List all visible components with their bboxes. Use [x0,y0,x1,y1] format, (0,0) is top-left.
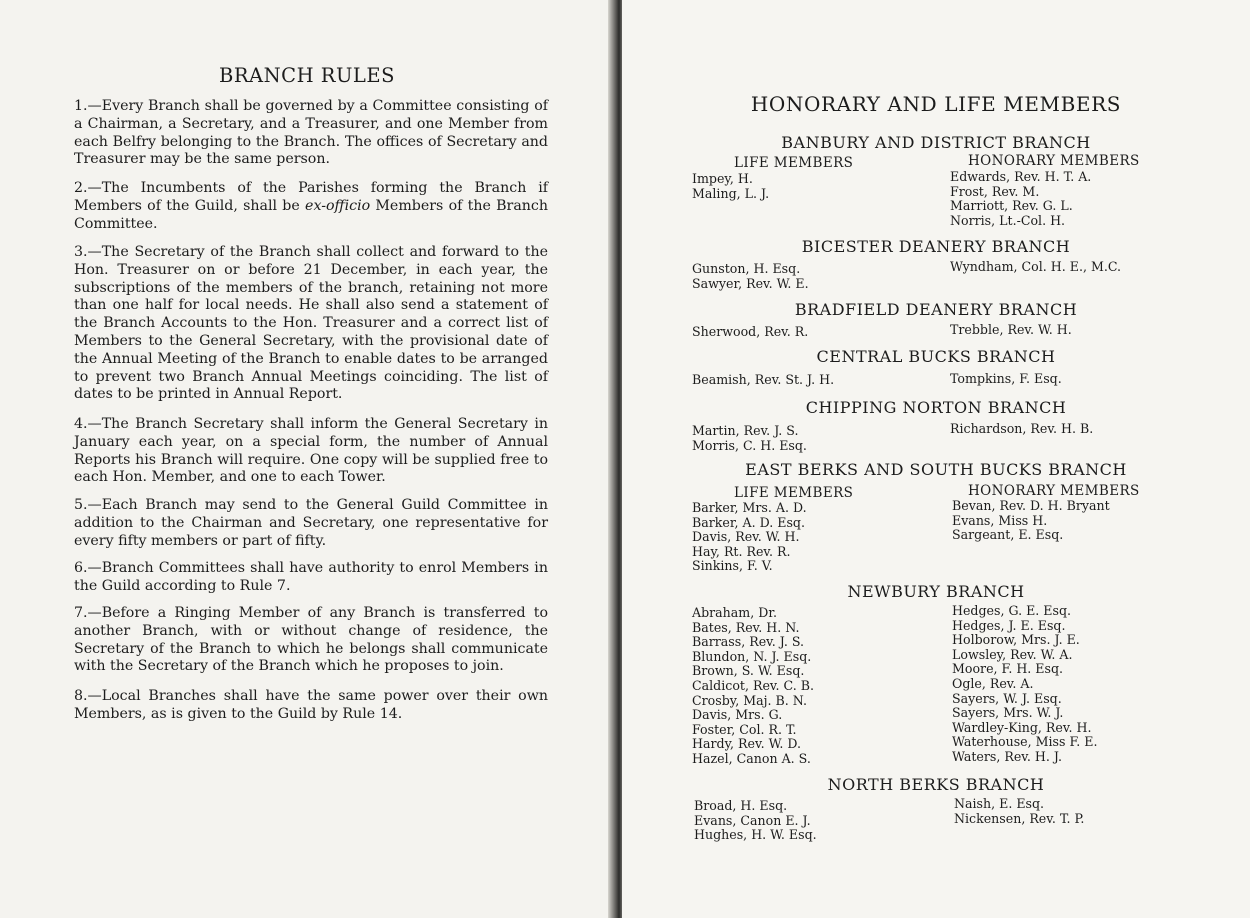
name-list [692,424,807,453]
member-name: Sayers, Mrs. W. J. [952,705,1064,721]
rule-5: 5.—Each Branch may send to the General Guild Committee in addition to the Chairman and Secretary, one representative for every fifty members or part of fifty. [74,497,548,549]
member-name: Blundon, N. J. Esq. [692,648,812,664]
name-list [950,170,1091,228]
member-name: Beamish, Rev. St. J. H. [692,372,835,387]
member-name: Hedges, J. E. Esq. [952,617,1066,633]
member-name: Davis, Rev. W. H. [692,529,800,545]
member-name: Lowsley, Rev. W. A. [952,646,1073,662]
rule-8: 8.—Local Branches shall have the same power over their own Members, as is given to the Guild by Rule 14. [74,688,548,722]
name-list [950,422,1093,437]
name-list [692,262,809,291]
member-name: Sargeant, E. Esq. [952,527,1064,543]
member-name: Morris, C. H. Esq. [692,437,807,453]
member-name: Evans, Canon E. J. [694,812,811,828]
member-name: Waters, Rev. H. J. [952,748,1062,764]
member-name: Hazel, Canon A. S. [692,750,811,766]
life-members-heading: LIFE MEMBERS [734,485,854,501]
branch-heading: BRADFIELD DEANERY BRANCH [794,300,1078,319]
member-name: Brown, S. W. Esq. [692,663,805,679]
member-name: Foster, Col. R. T. [692,721,797,737]
name-list [692,325,808,340]
member-name: Maling, L. J. [692,185,770,201]
member-name: Hay, Rt. Rev. R. [692,543,791,559]
rule-3: 3.—The Secretary of the Branch shall collect and forward to the Hon. Treasurer on or before 21 December, in each year, the subscriptions of the members of the branch, retaining not more than one half for local needs. He shall also send a statement of the Branch Accounts to the Hon. Treasurer and a correct list of Members to the General Secretary, with the provisional date of the Annual Meeting of the Branch to enable dates to be arranged to prevent two Branch Annual Meetings coinciding. The list of dates to be printed in Annual Report. [74,244,548,403]
member-name: Edwards, Rev. H. T. A. [950,169,1092,184]
branch-heading: BANBURY AND DISTRICT BRANCH [781,133,1091,152]
member-name: Wardley-King, Rev. H. [952,719,1092,735]
honorary-members-heading: HONORARY MEMBERS [968,153,1140,169]
branch-heading: CHIPPING NORTON BRANCH [805,398,1067,417]
member-name: Barrass, Rev. J. S. [692,634,805,650]
branch-heading: EAST BERKS AND SOUTH BUCKS BRANCH [745,460,1127,479]
left-page [0,0,614,918]
name-list [950,372,1062,387]
member-name: Hughes, H. W. Esq. [694,827,817,843]
member-name: Holborow, Mrs. J. E. [952,632,1080,648]
name-list [952,604,1097,765]
member-name: Crosby, Maj. B. N. [692,692,808,708]
right-page [622,0,1250,918]
member-name: Broad, H. Esq. [694,798,788,813]
member-name: Moore, F. H. Esq. [952,661,1064,677]
name-list [952,499,1110,543]
member-name: Barker, Mrs. A. D. [692,500,807,515]
member-name: Norris, Lt.-Col. H. [950,212,1066,228]
member-name: Martin, Rev. J. S. [692,423,799,438]
member-name: Gunston, H. Esq. [692,261,801,276]
member-name: Tompkins, F. Esq. [950,371,1062,386]
member-name: Bevan, Rev. D. H. Bryant [952,498,1110,513]
branch-heading: CENTRAL BUCKS BRANCH [816,347,1056,366]
member-name: Evans, Miss H. [952,512,1048,528]
life-members-heading: LIFE MEMBERS [734,155,854,171]
member-name: Wyndham, Col. H. E., M.C. [950,259,1122,274]
name-list [692,373,834,388]
member-name: Sayers, W. J. Esq. [952,690,1062,706]
rule-6: 6.—Branch Committees shall have authority to enrol Members in the Guild according to Rule 7. [74,560,548,594]
member-name: Bates, Rev. H. N. [692,619,800,635]
branch-heading: NEWBURY BRANCH [847,582,1025,601]
branch-heading: BICESTER DEANERY BRANCH [801,237,1071,256]
member-name: Hardy, Rev. W. D. [692,736,801,752]
member-name: Barker, A. D. Esq. [692,514,805,530]
member-name: Hedges, G. E. Esq. [952,603,1072,618]
name-list [692,172,769,201]
member-name: Marriott, Rev. G. L. [950,198,1073,214]
rule-7: 7.—Before a Ringing Member of any Branch is transferred to another Branch, with or without change of residence, the Secretary of the Branch to which he belongs shall communicate with the Secretary of the Branch which he proposes to join. [74,605,548,675]
rule-1: 1.—Every Branch shall be governed by a Committee consisting of a Chairman, a Secretary, and a Treasurer, and one Member from each Belfry belonging to the Branch. The offices of Secretary and Treasurer may be the same person. [74,98,548,168]
rule-2: 2.—The Incumbents of the Parishes forming the Branch if Members of the Guild, shall be ex-officio Members of the Branch Committee. [74,180,549,232]
member-name: Waterhouse, Miss F. E. [952,734,1098,750]
member-name: Impey, H. [692,171,753,186]
member-name: Abraham, Dr. [692,605,777,620]
member-name: Sawyer, Rev. W. E. [692,275,809,291]
member-name: Richardson, Rev. H. B. [950,421,1094,436]
member-name: Naish, E. Esq. [954,796,1045,811]
member-name: Frost, Rev. M. [950,183,1040,199]
rule-4: 4.—The Branch Secretary shall inform the General Secretary in January each year, on a special form, the number of Annual Reports his Branch will require. One copy will be supplied free to each Hon. Member, and one to each Tower. [74,416,548,486]
page-title: BRANCH RULES [219,64,395,87]
member-name: Trebble, Rev. W. H. [950,322,1072,337]
name-list [692,606,814,767]
name-list [694,799,817,843]
honorary-members-heading: HONORARY MEMBERS [968,483,1140,499]
member-name: Davis, Mrs. G. [692,707,783,723]
member-name: Sinkins, F. V. [692,558,773,574]
member-name: Sherwood, Rev. R. [692,324,809,339]
page-title: HONORARY AND LIFE MEMBERS [750,92,1122,116]
name-list [950,323,1072,338]
member-name: Caldicot, Rev. C. B. [692,677,814,693]
name-list [954,797,1084,826]
branch-heading: NORTH BERKS BRANCH [827,775,1045,794]
name-list [692,501,807,574]
name-list [950,260,1121,275]
member-name: Ogle, Rev. A. [952,675,1034,691]
member-name: Nickensen, Rev. T. P. [954,810,1085,826]
